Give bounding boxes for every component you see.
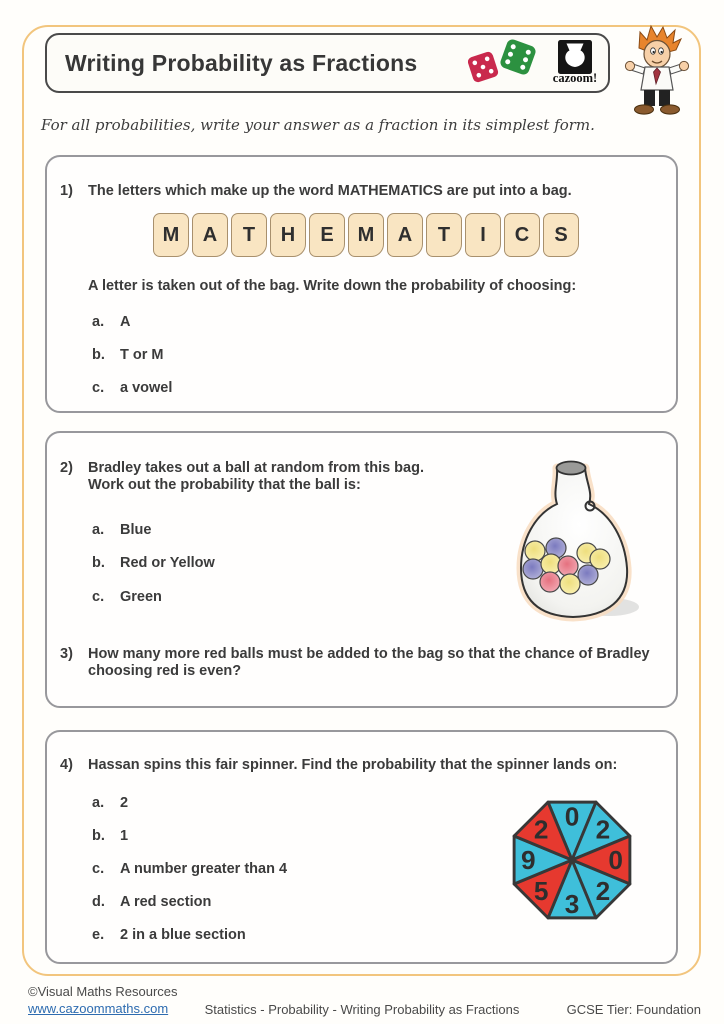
question-1-prompt: The letters which make up the word MATHEMATICS are put into a bag. [88, 183, 572, 199]
q1-option-b: b. T or M [92, 347, 164, 363]
blue-ball [578, 565, 598, 585]
spinner-number: 2 [595, 814, 611, 845]
red-ball [540, 572, 560, 592]
letter-tile: S [543, 213, 579, 257]
teacher-character [613, 22, 701, 116]
question-1-number: 1) [60, 183, 73, 199]
footer-topic: Statistics - Probability - Writing Probability as Fractions [204, 1002, 520, 1017]
q2-option-b: b. Red or Yellow [92, 555, 215, 571]
letter-tiles [153, 213, 579, 257]
question-2-number: 2) [60, 460, 73, 476]
bag-of-balls-image [509, 455, 641, 627]
spinner-number: 0 [564, 801, 580, 832]
q2-option-a: a. Blue [92, 522, 152, 538]
letter-tile: T [231, 213, 267, 257]
question-4-box [45, 730, 678, 964]
red-ball [558, 556, 578, 576]
footer-copyright: ©Visual Maths Resources [28, 984, 178, 999]
letter-tile: A [192, 213, 228, 257]
question-2-prompt-line1: Bradley takes out a ball at random from this bag. [88, 460, 424, 476]
cazoom-logo-icon [558, 40, 592, 74]
dice-icons [468, 36, 550, 90]
question-1-subprompt: A letter is taken out of the bag. Write down the probability of choosing: [88, 278, 577, 294]
instruction-text: For all probabilities, write your answer as a fraction in its simplest form. [41, 116, 595, 134]
spinner-number: 0 [608, 845, 624, 876]
q4-option-a: a. 2 [92, 795, 129, 811]
spinner-number: 9 [520, 845, 536, 876]
q4-option-e: e. 2 in a blue section [92, 927, 246, 943]
spinner-image [504, 792, 640, 928]
yellow-ball [525, 541, 545, 561]
spinner-hub [569, 857, 575, 863]
question-4-number: 4) [60, 757, 73, 773]
letter-tile: E [309, 213, 345, 257]
q4-option-d: d. A red section [92, 894, 212, 910]
question-1-box [45, 155, 678, 413]
letter-tile: M [348, 213, 384, 257]
yellow-ball [560, 574, 580, 594]
blue-ball [523, 559, 543, 579]
spinner-number: 2 [533, 814, 549, 845]
footer-tier: GCSE Tier: Foundation [566, 1002, 701, 1017]
question-3-prompt-line2: choosing red is even? [88, 663, 242, 679]
footer-link[interactable]: www.cazoommaths.com [28, 1001, 169, 1016]
letter-tile: H [270, 213, 306, 257]
letter-tile: M [153, 213, 189, 257]
q4-option-b: b. 1 [92, 828, 129, 844]
letter-tile: I [465, 213, 501, 257]
title-box [45, 33, 610, 93]
bag-opening [557, 462, 586, 475]
letter-tile: A [387, 213, 423, 257]
letter-tile: T [426, 213, 462, 257]
green-die-icon [499, 38, 537, 76]
q1-option-a: a. A [92, 314, 131, 330]
q4-option-c: c. A number greater than 4 [92, 861, 288, 877]
red-die-icon [468, 51, 499, 84]
letter-tile: C [504, 213, 540, 257]
q1-option-c: c. a vowel [92, 380, 173, 396]
page-title: Writing Probability as Fractions [65, 49, 418, 76]
question-2-prompt-line2: Work out the probability that the ball is: [88, 477, 361, 493]
spinner-number: 3 [564, 888, 580, 919]
spinner-number: 2 [595, 876, 611, 907]
q2-option-c: c. Green [92, 589, 162, 605]
cazoom-logo-text: cazoom! [552, 71, 598, 85]
question-3-number: 3) [60, 646, 73, 662]
question-2-box [45, 431, 678, 708]
cazoom-logo [552, 40, 598, 86]
question-4-prompt: Hassan spins this fair spinner. Find the probability that the spinner lands on: [88, 757, 618, 773]
question-3-prompt-line1: How many more red balls must be added to the bag so that the chance of Bradley [88, 646, 650, 662]
spinner-number: 5 [533, 876, 549, 907]
